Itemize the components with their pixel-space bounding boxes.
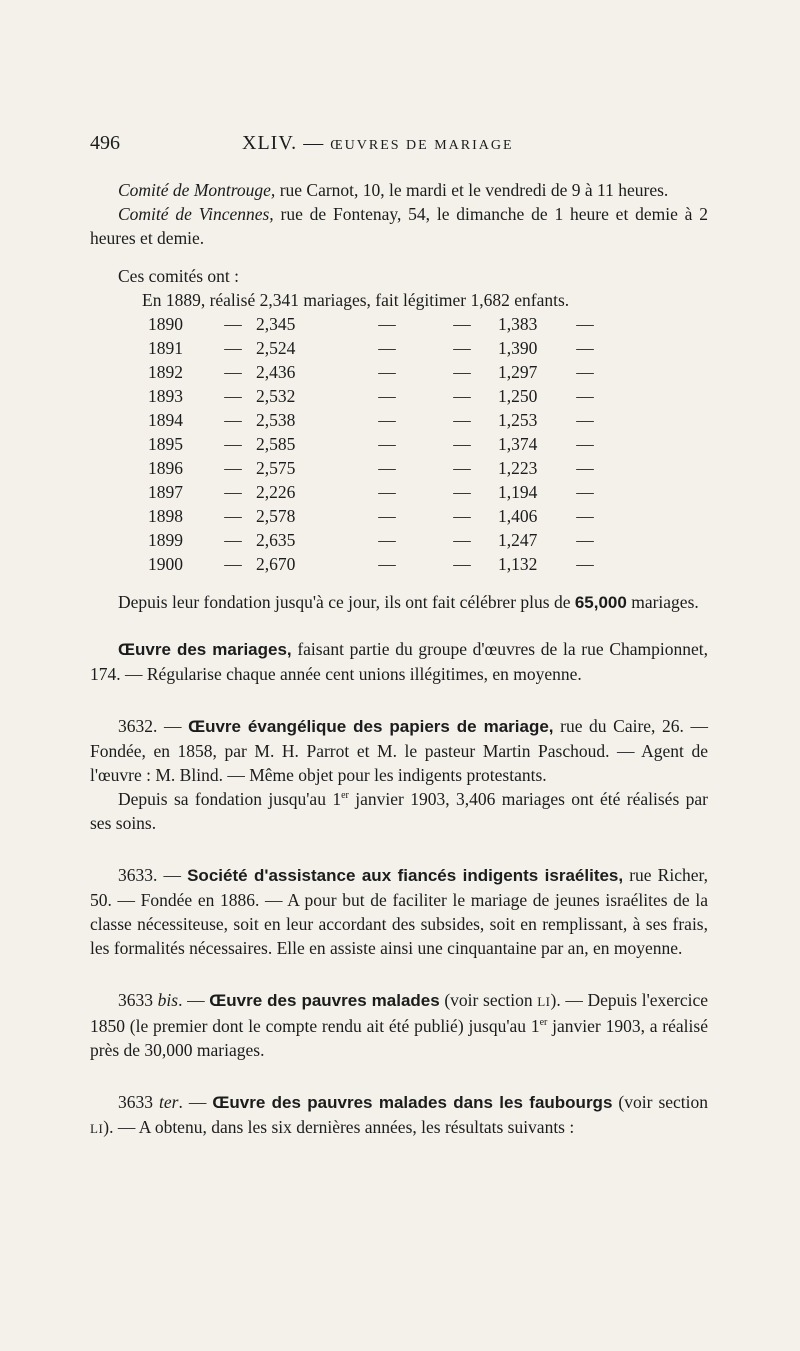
since-founding <box>90 590 708 615</box>
entry-title: Œuvre évangélique des papiers de mariage, <box>188 717 554 736</box>
stats-cell-d3: — <box>453 386 471 406</box>
stats-row <box>148 504 600 528</box>
stats-cell-year: 1895 <box>148 434 183 454</box>
stats-cell-d3: — <box>453 338 471 358</box>
superscript: er <box>539 1017 548 1029</box>
stats-cell-year: 1899 <box>148 530 183 550</box>
entry-suffix: bis <box>157 990 179 1010</box>
stats-cell-d2: — <box>378 458 396 478</box>
entry-3632 <box>90 714 708 787</box>
stats-row <box>148 408 600 432</box>
stats-cell-d1: — <box>224 314 242 334</box>
stats-cell-enfants: 1,223 <box>498 458 538 478</box>
entry-text: janvier 1903, a réalisé près de 30,000 mariages. <box>90 1016 708 1060</box>
stats-cell-enfants: 1,297 <box>498 362 538 382</box>
stats-cell-enfants: 1,390 <box>498 338 538 358</box>
page-number: 496 <box>90 132 120 154</box>
entry-3633-bis <box>90 988 708 1062</box>
stats-cell-enfants: 1,194 <box>498 482 538 502</box>
stats-cell-d1: — <box>224 386 242 406</box>
stats-cell-mariages: 2,578 <box>256 506 296 526</box>
stats-row <box>148 336 600 360</box>
stats-cell-year: 1893 <box>148 386 183 406</box>
stats-cell-d1: — <box>224 434 242 454</box>
stats-cell-d3: — <box>453 314 471 334</box>
stats-first-line: En 1889, réalisé 2,341 mariages, fait légitimer 1,682 enfants. <box>142 290 570 310</box>
section-ref: LI <box>537 994 551 1009</box>
stats-cell-enfants: 1,247 <box>498 530 538 550</box>
stats-cell-d2: — <box>378 506 396 526</box>
stats-row <box>148 552 600 576</box>
entry-number: 3632. — <box>118 716 189 736</box>
stats-row <box>148 432 600 456</box>
stats-cell-d4: — <box>576 530 594 550</box>
stats-cell-year: 1890 <box>148 314 183 334</box>
entry-text: faisant partie du groupe d'œuvres de la rue Championnet, 174. — Régularise chaque année cent unions illégitimes, en moyenne. <box>90 639 709 684</box>
stats-cell-d1: — <box>224 410 242 430</box>
entry-suffix: ter <box>159 1092 179 1112</box>
stats-cell-mariages: 2,585 <box>256 434 296 454</box>
entry-dash: . — <box>178 990 210 1010</box>
superscript: er <box>341 790 349 802</box>
committee-vincennes <box>90 202 708 250</box>
stats-cell-d2: — <box>378 410 396 430</box>
stats-cell-d4: — <box>576 410 594 430</box>
since-founding-number: 65,000 <box>574 593 627 612</box>
entry-number: 3633 <box>118 990 158 1010</box>
since-founding-tail: mariages. <box>626 592 699 612</box>
stats-cell-d1: — <box>224 338 242 358</box>
stats-cell-d2: — <box>378 482 396 502</box>
stats-cell-d3: — <box>453 554 471 574</box>
stats-cell-mariages: 2,436 <box>256 362 296 382</box>
entry-3633 <box>90 863 708 960</box>
stats-cell-d2: — <box>378 434 396 454</box>
stats-cell-d4: — <box>576 458 594 478</box>
results-text: janvier 1903, 3,406 mariages ont été réalisés par ses soins. <box>90 789 708 833</box>
stats-row <box>148 312 600 336</box>
stats-cell-enfants: 1,132 <box>498 554 538 574</box>
stats-cell-d3: — <box>453 458 471 478</box>
stats-cell-d4: — <box>576 362 594 382</box>
stats-row <box>148 360 600 384</box>
entry-dash: . — <box>178 1092 213 1112</box>
entry-number: 3633. — <box>118 865 188 885</box>
section-ref: LI <box>90 1121 104 1136</box>
header-dash: — <box>303 132 325 154</box>
stats-cell-d2: — <box>378 314 396 334</box>
stats-cell-enfants: 1,383 <box>498 314 538 334</box>
entry-title: Œuvre des pauvres malades dans les faubourgs <box>212 1093 613 1112</box>
stats-cell-d4: — <box>576 314 594 334</box>
since-founding-text: Depuis leur fondation jusqu'à ce jour, ils ont fait célébrer plus de <box>118 592 575 612</box>
stats-cell-enfants: 1,250 <box>498 386 538 406</box>
running-title <box>242 132 514 155</box>
stats-cell-year: 1894 <box>148 410 183 430</box>
stats-cell-year: 1892 <box>148 362 183 382</box>
stats-cell-d2: — <box>378 386 396 406</box>
entry-3633-ter <box>90 1090 708 1141</box>
stats-cell-year: 1900 <box>148 554 183 574</box>
stats-cell-year: 1897 <box>148 482 183 502</box>
stats-cell-d1: — <box>224 362 242 382</box>
stats-cell-d1: — <box>224 482 242 502</box>
entry-text: (voir section <box>612 1092 709 1112</box>
stats-intro: Ces comités ont : <box>118 266 240 286</box>
entry-title: Œuvre des pauvres malades <box>209 991 440 1010</box>
stats-cell-enfants: 1,406 <box>498 506 538 526</box>
stats-cell-year: 1898 <box>148 506 183 526</box>
entry-text: ). — Depuis l'exercice 1850 (le premier dont le compte rendu ait été publié) jusqu'au 1 <box>90 990 709 1036</box>
stats-cell-d1: — <box>224 554 242 574</box>
stats-cell-enfants: 1,253 <box>498 410 538 430</box>
stats-cell-d2: — <box>378 554 396 574</box>
stats-cell-mariages: 2,538 <box>256 410 296 430</box>
stats-cell-d3: — <box>453 530 471 550</box>
stats-cell-d4: — <box>576 434 594 454</box>
page-header <box>90 132 710 162</box>
stats-cell-mariages: 2,226 <box>256 482 296 502</box>
entry-text: rue du Caire, 26. — Fondée, en 1858, par M. H. Parrot et M. le pasteur Martin Paschoud. — Agent de l'œuvre : M. Blind. — Même objet pour les indigents protestants. <box>90 716 709 785</box>
stats-row <box>148 528 600 552</box>
entry-number: 3633 <box>118 1092 160 1112</box>
stats-cell-d3: — <box>453 482 471 502</box>
stats-cell-d1: — <box>224 506 242 526</box>
stats-cell-d1: — <box>224 530 242 550</box>
results-text: Depuis sa fondation jusqu'au 1 <box>118 789 342 809</box>
stats-cell-d4: — <box>576 386 594 406</box>
stats-cell-d4: — <box>576 506 594 526</box>
stats-cell-d3: — <box>453 410 471 430</box>
stats-cell-mariages: 2,635 <box>256 530 296 550</box>
stats-cell-mariages: 2,524 <box>256 338 296 358</box>
committee-name: Comité de Vincennes, <box>118 204 274 224</box>
stats-cell-year: 1891 <box>148 338 183 358</box>
stats-cell-d2: — <box>378 362 396 382</box>
entry-title: Société d'assistance aux fiancés indigents israélites, <box>187 866 624 885</box>
entry-text: ). — A obtenu, dans les six dernières années, les résultats suivants : <box>103 1117 575 1137</box>
entry-3632-results <box>90 787 708 835</box>
stats-cell-d4: — <box>576 482 594 502</box>
committee-name: Comité de Montrouge, <box>118 180 276 200</box>
stats-cell-mariages: 2,575 <box>256 458 296 478</box>
section-number: XLIV. <box>242 132 298 154</box>
stats-cell-d4: — <box>576 554 594 574</box>
stats-row <box>148 480 600 504</box>
oeuvre-mariages <box>90 637 708 686</box>
entry-text: rue Richer, 50. — Fondée en 1886. — A pour but de faciliter le mariage de jeunes israélites de la classe nécessiteuse, soit en leur accordant des subsides, soit en remplissant, à ses frais, les formalités nécessaires. Elle en assiste ainsi une cinquantaine par an, en moyenne. <box>90 865 708 958</box>
committee-text: rue de Fontenay, 54, le dimanche de 1 heure et demie à 2 heures et demie. <box>90 204 709 248</box>
entry-title: Œuvre des mariages, <box>118 640 292 659</box>
stats-cell-year: 1896 <box>148 458 183 478</box>
committee-montrouge <box>90 178 708 202</box>
entry-text: (voir section <box>439 990 538 1010</box>
stats-cell-d2: — <box>378 530 396 550</box>
stats-cell-d2: — <box>378 338 396 358</box>
stats-cell-d1: — <box>224 458 242 478</box>
stats-cell-d4: — <box>576 338 594 358</box>
page-body <box>90 178 708 1141</box>
stats-cell-mariages: 2,670 <box>256 554 296 574</box>
stats-row <box>148 384 600 408</box>
stats-row <box>148 456 600 480</box>
stats-cell-d3: — <box>453 506 471 526</box>
stats-cell-d3: — <box>453 434 471 454</box>
stats-table <box>148 312 600 576</box>
section-title: ŒUVRES DE MARIAGE <box>330 138 514 153</box>
stats-cell-enfants: 1,374 <box>498 434 538 454</box>
committee-text: rue Carnot, 10, le mardi et le vendredi de 9 à 11 heures. <box>275 180 669 200</box>
stats-cell-d3: — <box>453 362 471 382</box>
stats-cell-mariages: 2,532 <box>256 386 296 406</box>
stats-cell-mariages: 2,345 <box>256 314 296 334</box>
